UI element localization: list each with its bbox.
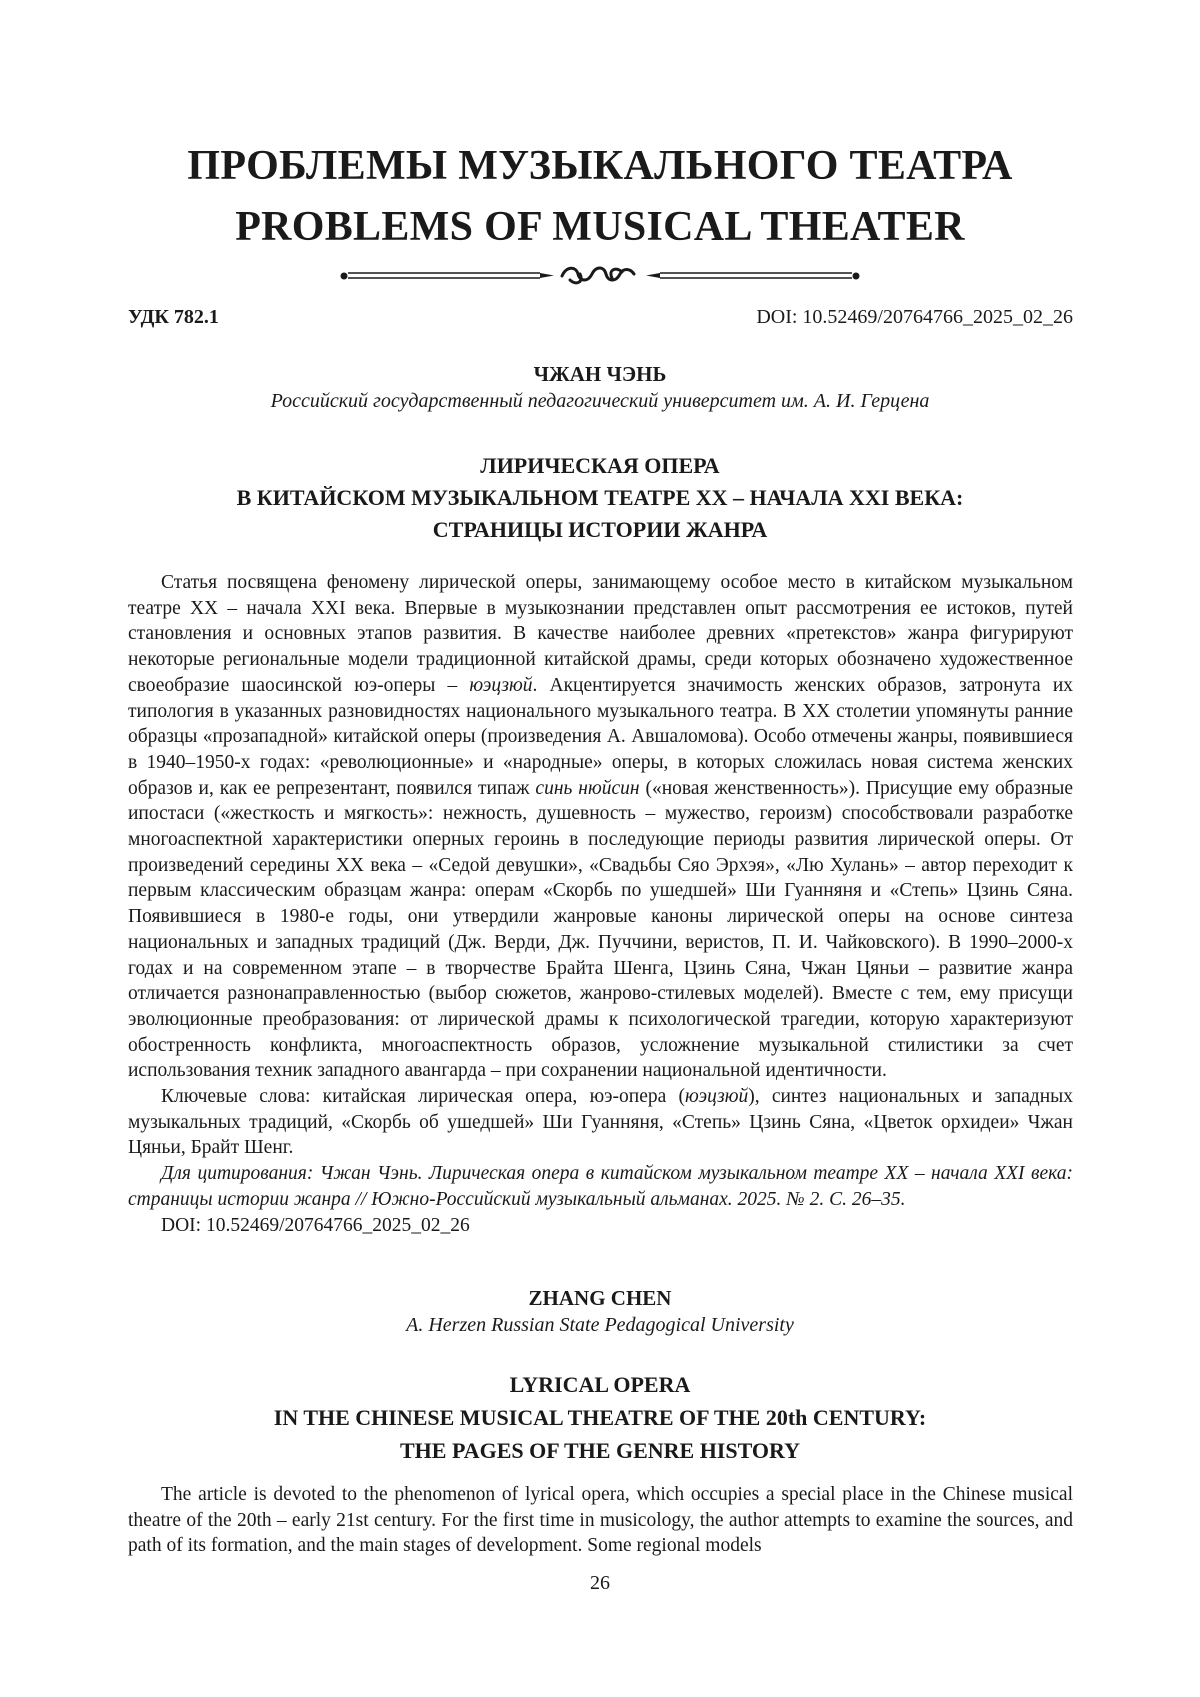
abstract-en-paragraph: The article is devoted to the phenomenon of lyrical opera, which occupies a special place in the Chinese musical theatre of the 20th – early 21st century. For the first time in musicology, the author attempts to examine the sources, and path of its formation, and the main stages of development. Some regional models: [128, 1484, 1073, 1557]
affiliation-en: A. Herzen Russian State Pedagogical University: [406, 1314, 794, 1336]
title-ru-line-3: СТРАНИЦЫ ИСТОРИИ ЖАНРА: [432, 517, 768, 542]
title-en-line-1: LYRICAL OPERA: [509, 1372, 691, 1397]
udc-code: УДК 782.1: [128, 306, 219, 328]
title-ru-line-2: В КИТАЙСКОМ МУЗЫКАЛЬНОМ ТЕАТРЕ XX – НАЧАЛА XXI ВЕКА:: [236, 485, 964, 510]
abstract-ru: [128, 570, 1073, 1238]
affiliation-ru: Российский государственный педагогический университет им. А. И. Герцена: [270, 390, 930, 412]
abstract-en: [128, 1482, 1073, 1559]
page-number: 26: [590, 1572, 610, 1594]
author-ru: ЧЖАН ЧЭНЬ: [533, 362, 667, 386]
title-ru-line-1: ЛИРИЧЕСКАЯ ОПЕРА: [480, 453, 720, 478]
author-en: ZHANG CHEN: [528, 1286, 672, 1310]
citation-doi-ru: DOI: 10.52469/20764766_2025_02_26: [161, 1214, 470, 1236]
citation-ru: Для цитирования: Чжан Чэнь. Лирическая опера в китайском музыкальном театре XX – начала XXI века: страницы истории жанра // Южно-Российский музыкальный альманах. 2025. № 2. С. 26–35.: [128, 1163, 1073, 1210]
abstract-ru-paragraph: Статья посвящена феномену лирической оперы, занимающему особое место в китайском музыкальном театре XX – начала XXI века. Впервые в музыкознании представлен опыт рассмотрения ее истоков, путей становления и основных этапов развития. В качестве наиболее древних «претекстов» жанра фигурируют некоторые региональные модели традиционной китайской драмы, среди которых обозначено художественное своеобразие шаосинской юэ-оперы – юэцзюй. Акцентируется значимость женских образов, затронута их типология в указанных разновидностях национального музыкального театра. В XX столетии упомянуты ранние образцы «прозападной» китайской оперы (произведения А. Авшаломова). Особо отмечены жанры, появившиеся в 1940–1950-х годах: «революционные» и «народные» оперы, в которых сложилась новая система женских образов и, как ее репрезентант, появился типаж синь нюйсин («новая женственность»). Присущие ему образные ипостаси («жесткость и мягкость»: нежность, душевность – мужество, героизм) способствовали разработке многоаспектной характеристики оперных героинь в последующие периоды развития лирической оперы. От произведений середины XX века – «Седой девушки», «Свадьбы Сяо Эрхэя», «Лю Хулань» – автор переходит к первым классическим образцам жанра: операм «Скорбь по ушедшей» Ши Гуанняня и «Степь» Цзинь Сяна. Появившиеся в 1980-е годы, они утвердили жанровые каноны лирической оперы на основе синтеза национальных и западных традиций (Дж. Верди, Дж. Пуччини, веристов, П. И. Чайковского). В 1990–2000-х годах и на современном этапе – в творчестве Брайта Шенга, Цзинь Сяна, Чжан Цяньи – развитие жанра отличается разнонаправленностью (выбор сюжетов, жанрово-стилевых моделей). Вместе с тем, ему присущи эволюционные преобразования: от лирической драмы к психологической трагедии, которую характеризуют обостренность конфликта, многоаспектность образов, усложнение музыкальной стилистики за счет использования техник западного авангарда – при сохранении национальной идентичности.: [128, 572, 1074, 1082]
keywords-ru: Ключевые слова: китайская лирическая опера, юэ-опера (юэцзюй), синтез национальных и западных музыкальных традиций, «Скорбь об ушедшей» Ши Гуанняня, «Степь» Цзинь Сяна, «Цветок орхидеи» Чжан Цяньи, Брайт Шенг.: [128, 1086, 1073, 1159]
title-en-line-3: THE PAGES OF THE GENRE HISTORY: [399, 1438, 800, 1463]
flourish-divider-icon: [340, 262, 860, 290]
title-en-line-2: IN THE CHINESE MUSICAL THEATRE OF THE 20th CENTURY:: [273, 1405, 927, 1430]
doi-top: DOI: 10.52469/20764766_2025_02_26: [756, 306, 1073, 328]
section-title-en: PROBLEMS OF MUSICAL THEATER: [235, 204, 965, 250]
section-title-ru: ПРОБЛЕМЫ МУЗЫКАЛЬНОГО ТЕАТРА: [187, 143, 1013, 189]
